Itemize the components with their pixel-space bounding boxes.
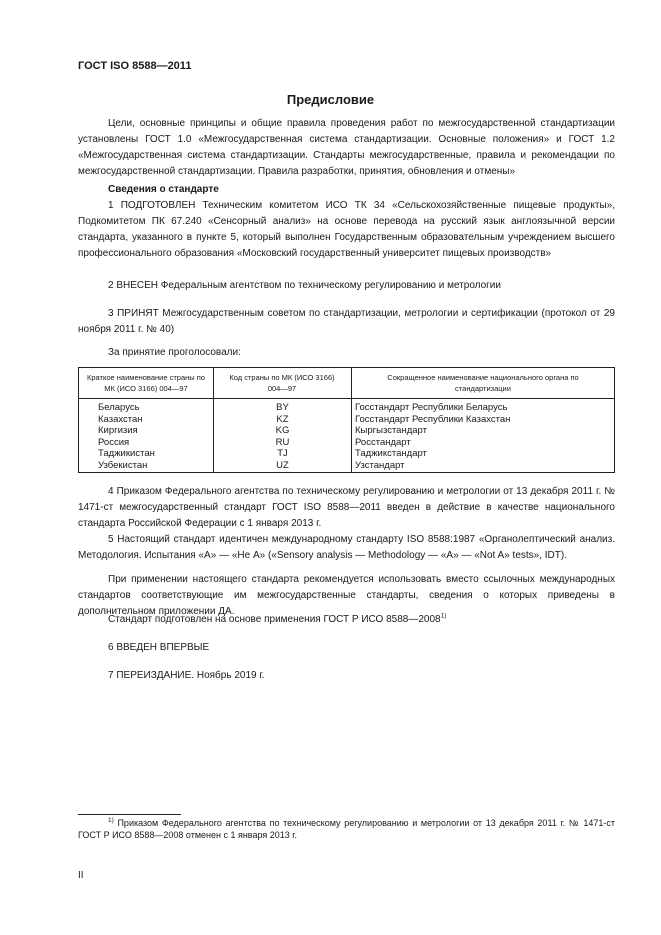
table-cell-body: Кыргызстандарт bbox=[355, 425, 427, 436]
table-cell-body: Росстандарт bbox=[355, 436, 411, 448]
table-header-code: Код страны по МК (ИСО 3166) 004—97 bbox=[229, 373, 335, 393]
table-header-body: Сокращенное наименование национального органа по стандартизации bbox=[387, 373, 579, 393]
table-cell-country: Беларусь bbox=[98, 402, 140, 413]
paragraph-1: 1 ПОДГОТОВЛЕН Техническим комитетом ИСО ТК 34 «Сельскохозяйственные пищевые продукты», Подкомитетом ПК 67.240 «Сенсорный анализ» на основе перевода на русский язык англоязычной версии стандарта, указанного в пункте 5, который выполнен Государственным образовательным учреждением высшего профессионального образования «Московский государственный университет пищевых производств» bbox=[78, 200, 615, 259]
footnote-divider bbox=[78, 814, 181, 815]
paragraph-2: 2 ВНЕСЕН Федеральным агентством по техническому регулированию и метрологии bbox=[108, 280, 501, 291]
table-cell-code: TJ bbox=[277, 448, 288, 459]
document-header: ГОСТ ISO 8588—2011 bbox=[78, 60, 192, 72]
paragraph-5-note: При применении настоящего стандарта рекомендуется использовать вместо ссылочных международных стандартов соответствующие им межгосударственные стандарты, сведения о которых приведены в дополнительном приложении ДА. bbox=[78, 574, 615, 617]
footnote-mark: 1) bbox=[108, 817, 114, 824]
table-cell-country: Киргизия bbox=[98, 425, 138, 436]
table-cell-code: KG bbox=[275, 425, 290, 436]
paragraph-3: 3 ПРИНЯТ Межгосударственным советом по стандартизации, метрологии и сертификации (протокол от 29 ноября 2011 г. № 40) bbox=[78, 308, 615, 335]
table-cell-code: KZ bbox=[276, 413, 289, 425]
paragraph-5-basis bbox=[78, 612, 615, 628]
table-column-body bbox=[355, 402, 510, 471]
paragraph-6: 6 ВВЕДЕН ВПЕРВЫЕ bbox=[108, 642, 210, 653]
footnote-ref: 1) bbox=[440, 612, 447, 620]
table-cell-code: RU bbox=[275, 436, 290, 448]
paragraph-7: 7 ПЕРЕИЗДАНИЕ. Ноябрь 2019 г. bbox=[108, 670, 265, 681]
table-cell-body: Узстандарт bbox=[355, 459, 405, 471]
table-cell-body: Госстандарт Республики Беларусь bbox=[355, 402, 508, 413]
voting-table bbox=[78, 367, 615, 473]
table-cell-country: Казахстан bbox=[98, 413, 143, 425]
table-cell-country: Узбекистан bbox=[98, 459, 148, 471]
table-cell-code: UZ bbox=[276, 459, 289, 471]
page-number: II bbox=[78, 870, 84, 881]
table-column-code bbox=[214, 402, 351, 471]
page-title: Предисловие bbox=[286, 92, 375, 107]
info-heading: Сведения о стандарте bbox=[108, 184, 219, 195]
footnote-text: Приказом Федерального агентства по техническому регулированию и метрологии от 13 декабря 2011 г. № 1471-ст ГОСТ Р ИСО 8588—2008 отменен с 1 января 2013 г. bbox=[78, 818, 615, 840]
table-cell-country: Таджикистан bbox=[98, 448, 155, 459]
intro-paragraph: Цели, основные принципы и общие правила проведения работ по межгосударственной стандартизации установлены ГОСТ 1.0 «Межгосударственная система стандартизации. Основные положения» и ГОСТ 1.2 «Межгосударственная система стандартизации. Стандарты межгосударственные, правила и рекомендации по межгосударственной стандартизации. Правила разработки, принятия, обновления и отмены» bbox=[78, 118, 615, 177]
table-cell-code: BY bbox=[276, 402, 289, 413]
table-cell-country: Россия bbox=[98, 436, 130, 448]
table-cell-body: Таджикстандарт bbox=[355, 448, 427, 459]
voted-label: За принятие проголосовали: bbox=[108, 347, 241, 358]
basis-text: Стандарт подготовлен на основе применения ГОСТ Р ИСО 8588—2008 bbox=[108, 614, 441, 625]
footnote bbox=[78, 817, 615, 841]
table-column-country bbox=[98, 402, 155, 471]
table-header-country: Краткое наименование страны по МК (ИСО 3166) 004—97 bbox=[87, 373, 205, 393]
table-cell-body: Госстандарт Республики Казахстан bbox=[355, 413, 511, 425]
paragraph-5: 5 Настоящий стандарт идентичен международному стандарту ISO 8588:1987 «Органолептический анализ. Методология. Испытания «А» — «Не А» («Sensory analysis — Methodology — «A» — «Not A» tests», IDT). bbox=[78, 534, 615, 561]
paragraph-4: 4 Приказом Федерального агентства по техническому регулированию и метрологии от 13 декабря 2011 г. № 1471-ст межгосударственный стандарт ГОСТ ISO 8588—2011 введен в действие в качестве национального стандарта Российской Федерации с 1 января 2013 г. bbox=[78, 486, 615, 529]
